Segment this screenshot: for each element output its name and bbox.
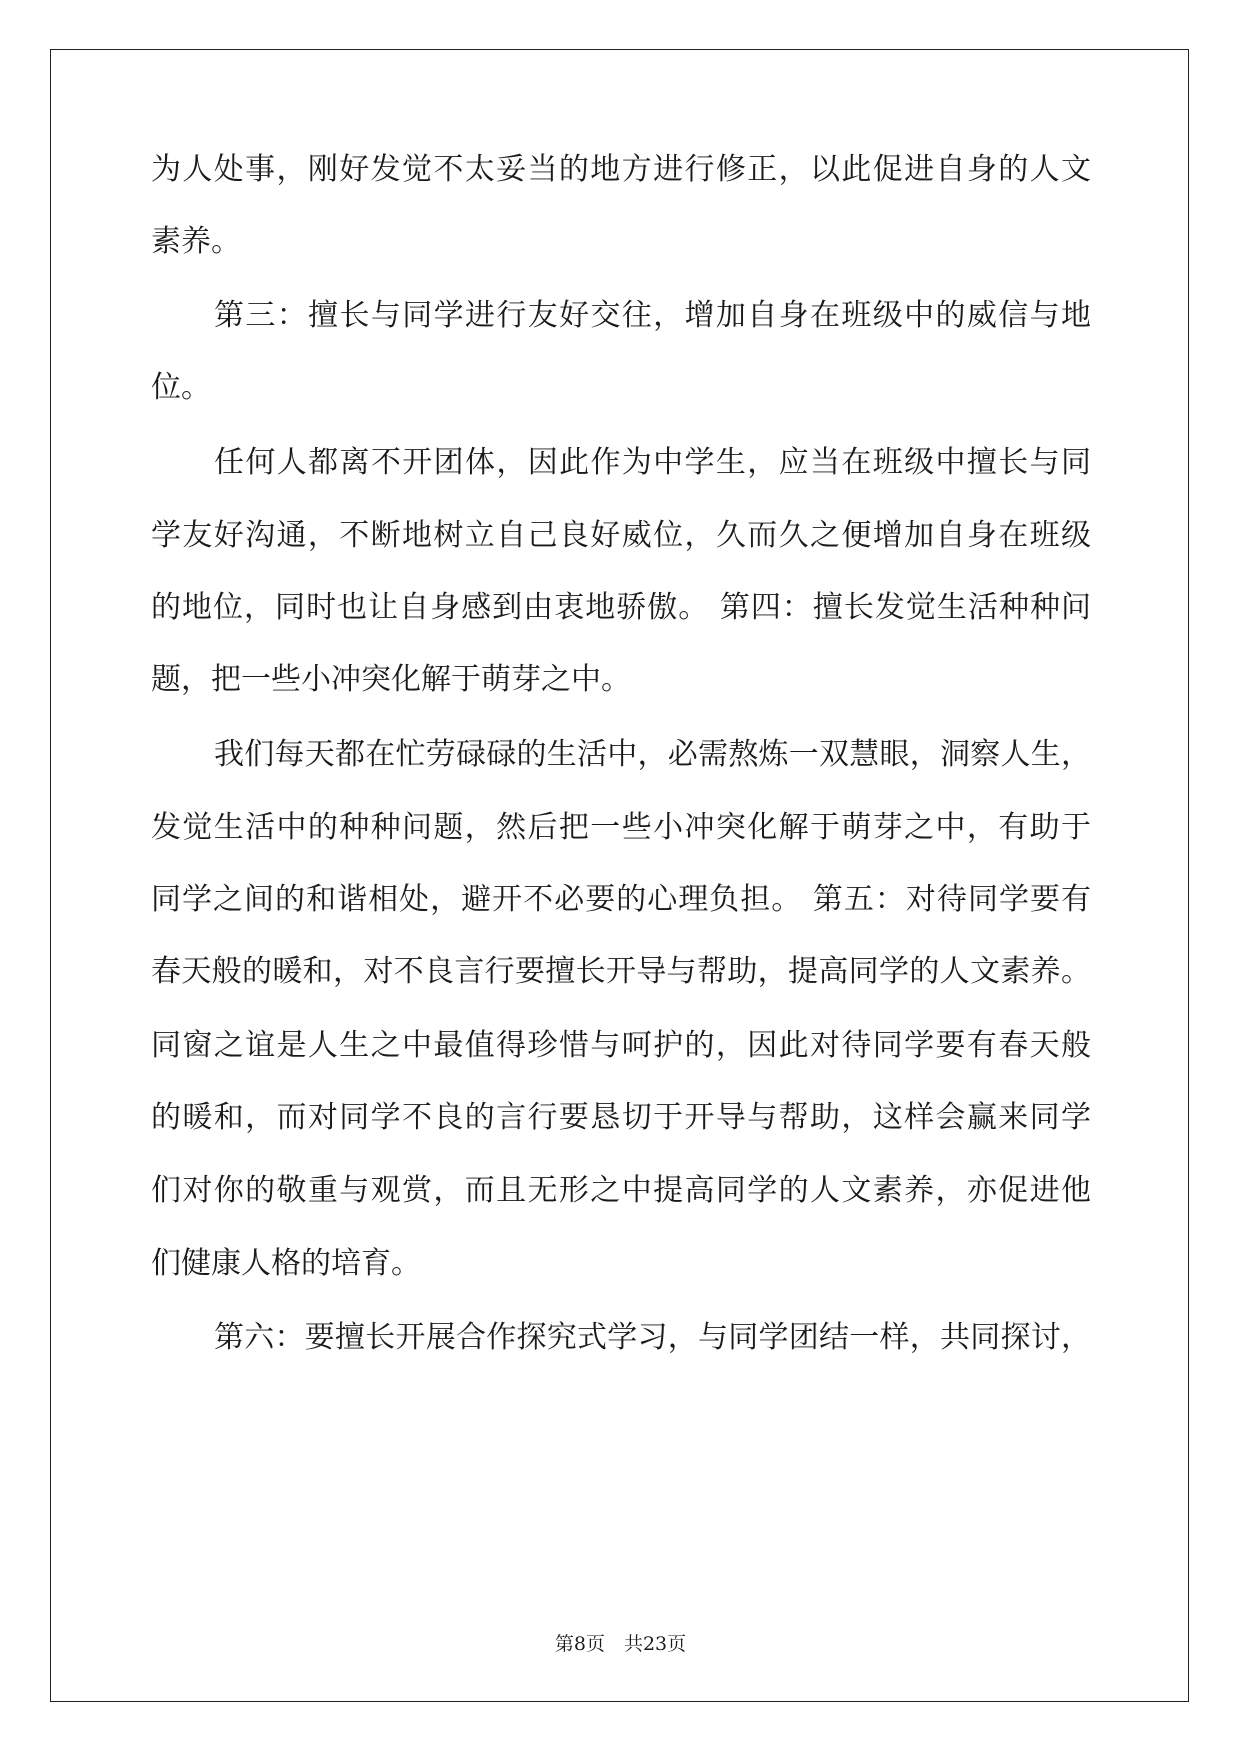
body-line-5: 任何人都离不开团体，因此作为中学生，应当在班级中擅长与同 bbox=[214, 445, 1091, 480]
body-line-1: 为人处事，刚好发觉不太妥当的地方进行修正，以此促进自身的人文 bbox=[151, 152, 1091, 187]
body-line-12: 春天般的暖和，对不良言行要擅长开导与帮助，提高同学的人文素养。 bbox=[151, 954, 1091, 989]
body-line-16: 们健康人格的培育。 bbox=[151, 1246, 421, 1281]
body-line-9: 我们每天都在忙劳碌碌的生活中，必需熬炼一双慧眼，洞察人生， bbox=[214, 737, 1091, 772]
page-footer: 第8页 共23页 bbox=[554, 1633, 687, 1655]
body-line-8: 题，把一些小冲突化解于萌芽之中。 bbox=[151, 662, 631, 697]
body-line-6: 学友好沟通，不断地树立自己良好威位，久而久之便增加自身在班级 bbox=[151, 518, 1091, 553]
body-line-7: 的地位，同时也让自身感到由衷地骄傲。 第四：擅长发觉生活种种问 bbox=[151, 590, 1091, 625]
body-line-3: 第三：擅长与同学进行友好交往，增加自身在班级中的威信与地 bbox=[214, 298, 1091, 333]
body-line-11: 同学之间的和谐相处，避开不必要的心理负担。 第五：对待同学要有 bbox=[151, 882, 1091, 917]
body-line-13: 同窗之谊是人生之中最值得珍惜与呵护的，因此对待同学要有春天般 bbox=[151, 1028, 1091, 1063]
body-line-10: 发觉生活中的种种问题，然后把一些小冲突化解于萌芽之中，有助于 bbox=[151, 810, 1091, 845]
body-line-17: 第六：要擅长开展合作探究式学习，与同学团结一样，共同探讨， bbox=[214, 1320, 1091, 1355]
body-line-15: 们对你的敬重与观赏，而且无形之中提高同学的人文素养，亦促进他 bbox=[151, 1173, 1091, 1208]
body-line-2: 素养。 bbox=[151, 224, 241, 259]
body-line-4: 位。 bbox=[151, 370, 211, 405]
body-line-14: 的暖和，而对同学不良的言行要恳切于开导与帮助，这样会赢来同学 bbox=[151, 1100, 1091, 1135]
